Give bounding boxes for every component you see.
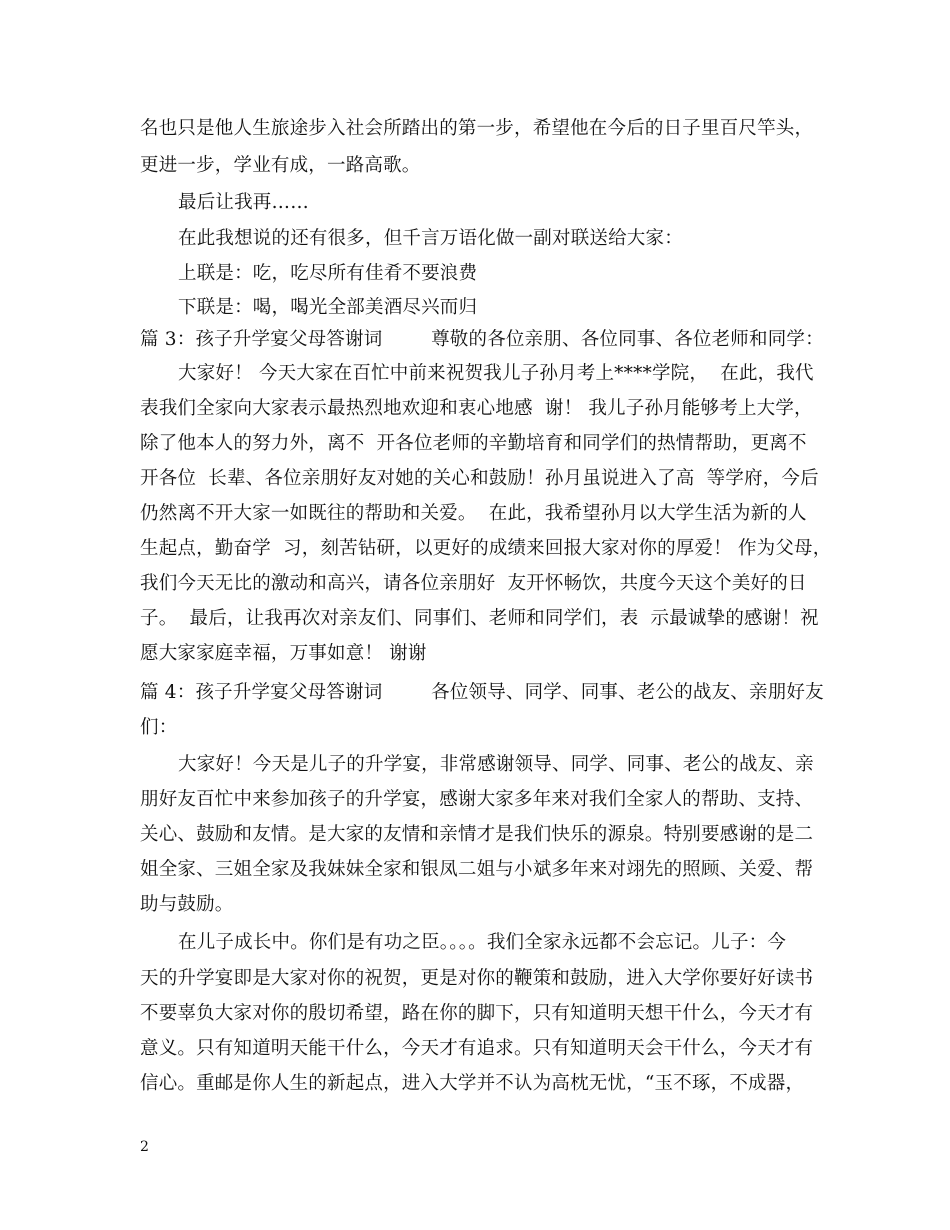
text-line: 除了他本人的努力外，离不 开各位老师的辛勤培育和同学们的热情帮助，更离不 bbox=[140, 433, 807, 454]
text-line: 生起点，勤奋学 习，刻苦钻研，以更好的成绩来回报大家对你的厚爱！ 作为父母， bbox=[140, 538, 832, 559]
text-line: 姐全家、三姐全家及我妹妹全家和银凤二姐与小斌多年来对翊先的照顾、关爱、帮 bbox=[140, 859, 814, 880]
text-line: 关心、鼓励和友情。是大家的友情和亲情才是我们快乐的源泉。特别要感谢的是二 bbox=[140, 824, 814, 845]
text-line: 开各位 长辈、各位亲朋好友对她的关心和鼓励！孙月虽说进入了高 等学府，今后 bbox=[140, 468, 819, 489]
text-line: 下联是：喝，喝光全部美酒尽兴而归 bbox=[178, 297, 478, 318]
text-line: 朋好友百忙中来参加孩子的升学宴，感谢大家多年来对我们全家人的帮助、支持、 bbox=[140, 789, 814, 810]
text-line: 最后让我再…… bbox=[178, 192, 309, 213]
text-line: 天的升学宴即是大家对你的祝贺，更是对你的鞭策和鼓励，进入大学你要好好读书 bbox=[140, 968, 814, 989]
text-line: 不要辜负大家对你的殷切希望，路在你的脚下，只有知道明天想干什么，今天才有 bbox=[140, 1003, 814, 1024]
text-line: 表我们全家向大家表示最热烈地欢迎和衷心地感 谢！ 我儿子孙月能够考上大学， bbox=[140, 398, 813, 419]
text-line: 愿大家家庭幸福，万事如意！ 谢谢 bbox=[140, 643, 427, 664]
text-line: 信心。重邮是你人生的新起点，进入大学并不认为高枕无忧，“玉不琢，不成器， bbox=[140, 1073, 805, 1094]
text-line: 在此我想说的还有很多，但千言万语化做一副对联送给大家： bbox=[178, 228, 683, 249]
text-line: 在儿子成长中。你们是有功之臣。。。。我们全家永远都不会忘记。儿子：今 bbox=[178, 932, 787, 953]
text-line: 大家好！ 今天大家在百忙中前来祝贺我儿子孙月考上****学院， 在此，我代 bbox=[178, 363, 814, 384]
text-line: 我们今天无比的激动和高兴，请各位亲朋好 友开怀畅饮，共度今天这个美好的日 bbox=[140, 573, 807, 594]
text-line: 大家好！今天是儿子的升学宴，非常感谢领导、同学、同事、老公的战友、亲 bbox=[178, 754, 814, 775]
text-line: 名也只是他人生旅途步入社会所踏出的第一步，希望他在今后的日子里百尺竿头， bbox=[140, 118, 814, 139]
text-line: 助与鼓励。 bbox=[140, 894, 234, 915]
text-line: 子。 最后，让我再次对亲友们、同事们、老师和同学们，表 示最诚挚的感谢！祝 bbox=[140, 608, 819, 629]
text-line: 更进一步，学业有成，一路高歌。 bbox=[140, 155, 421, 176]
section-heading: 篇 4：孩子升学宴父母答谢词 各位领导、同学、同事、老公的战友、亲朋好友 bbox=[140, 682, 824, 703]
text-line: 们： bbox=[140, 717, 178, 738]
text-line: 意义。只有知道明天能干什么，今天才有追求。只有知道明天会干什么，今天才有 bbox=[140, 1038, 814, 1059]
text-line: 上联是：吃，吃尽所有佳肴不要浪费 bbox=[178, 263, 478, 284]
page-number: 2 bbox=[140, 1139, 149, 1155]
section-heading: 篇 3：孩子升学宴父母答谢词 尊敬的各位亲朋、各位同事、各位老师和同学： bbox=[140, 329, 824, 350]
text-line: 仍然离不开大家一如既往的帮助和关爱。 在此，我希望孙月以大学生活为新的人 bbox=[140, 503, 807, 524]
